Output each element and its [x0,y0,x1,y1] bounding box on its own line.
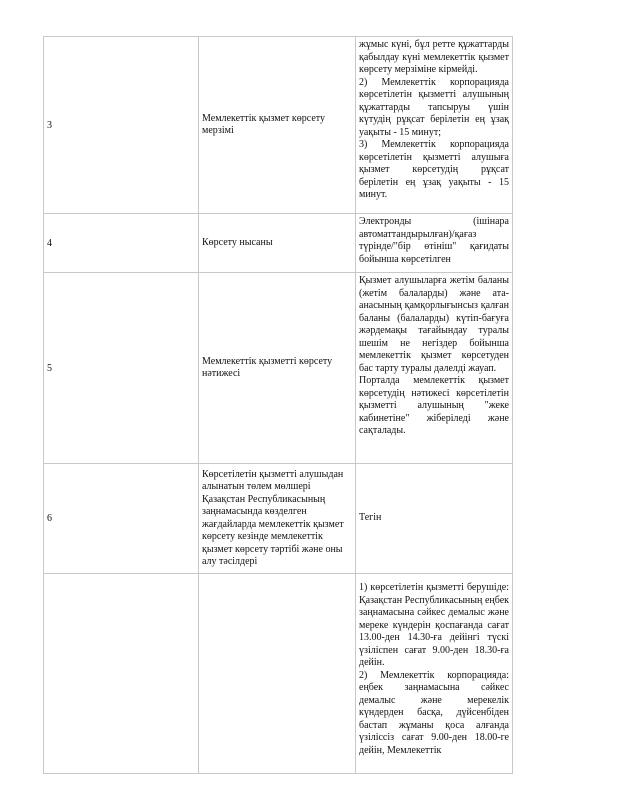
value-paragraph: 1) көрсетілетін қызметті берушіде: Қазақстан Республикасының еңбек заңнамасына сәйкес демалыс және мереке күндерін қоспағанда сағат 13.00-ден 14.30-ға дейінгі түскі үзіліспен сағат 9.00-ден 18.30-ға дейін. [359,582,509,668]
row-number [44,574,199,774]
row-title: Мемлекеттік қызметті көрсету нәтижесі [199,273,356,464]
table-row [44,574,513,774]
row-value [356,273,513,464]
row-title: Мемлекеттік қызмет көрсету мерзімі [199,37,356,214]
row-value [356,214,513,273]
value-paragraph: жұмыс күні, бұл ретте құжаттарды қабылдау күні мемлекеттік қызмет көрсету мерзіміне кірмейді. [359,39,509,75]
row-title: Көрсету нысаны [199,214,356,273]
value-paragraph: Қызмет алушыларға жетім баланы (жетім балаларды) және ата-анасының қамқорлығынсыз қалған баланы (балаларды) күтіп-бағуға жәрдемақы тағайындау туралы шешім не негіздер бойынша мемлекеттік қызмет көрсетуден бас тарту туралы дәлелді жауап. [359,275,509,374]
service-standard-table [43,36,513,774]
value-paragraph: 2) Мемлекеттік корпорацияда: еңбек заңнамасына сәйкес демалыс және мерекелік күндерден басқа, дүйсенбіден бастап жұманы қоса алғанда үзіліссіз сағат 9.00-ден 18.00-ге дейін, Мемлекеттік [359,669,509,756]
value-paragraph: 3) Мемлекеттік корпорацияда көрсетілетін қызметті алушыға қызмет көрсетудің рұқсат берілетін ең ұзақ уақыты - 15 минут. [359,139,509,200]
row-value [356,37,513,214]
row-title: Көрсетілетін қызметті алушыдан алынатын төлем мөлшері Қазақстан Республикасының заңнамасында көзделген жағдайларда мемлекеттік қызмет көрсету кезінде мемлекеттік қызмет көрсету тәртібі және оны алу тәсілдері [199,464,356,574]
row-number: 6 [44,464,199,574]
value-paragraph: Тегін [359,512,382,524]
table-row [44,273,513,464]
table-row [44,37,513,214]
table-row [44,464,513,574]
row-number: 3 [44,37,199,214]
row-number: 4 [44,214,199,273]
value-paragraph: 2) Мемлекеттік корпорацияда көрсетілетін қызметті алушының құжаттарды тапсыруы үшін күтудің рұқсат берілетін ең ұзақ уақыты - 15 минут; [359,76,509,138]
value-paragraph: Электронды (ішінара автоматтандырылған)/қағаз түрінде/"бір өтініш" қағидаты бойынша көрсетілген [359,216,509,265]
row-title [199,574,356,774]
row-number: 5 [44,273,199,464]
value-paragraph: Порталда мемлекеттік қызмет көрсетудің нәтижесі көрсетілетін қызметті алушының "жеке кабинетіне" жіберіледі және сақталады. [359,375,509,436]
row-value [356,574,513,774]
table-row [44,214,513,273]
row-value [356,464,513,574]
